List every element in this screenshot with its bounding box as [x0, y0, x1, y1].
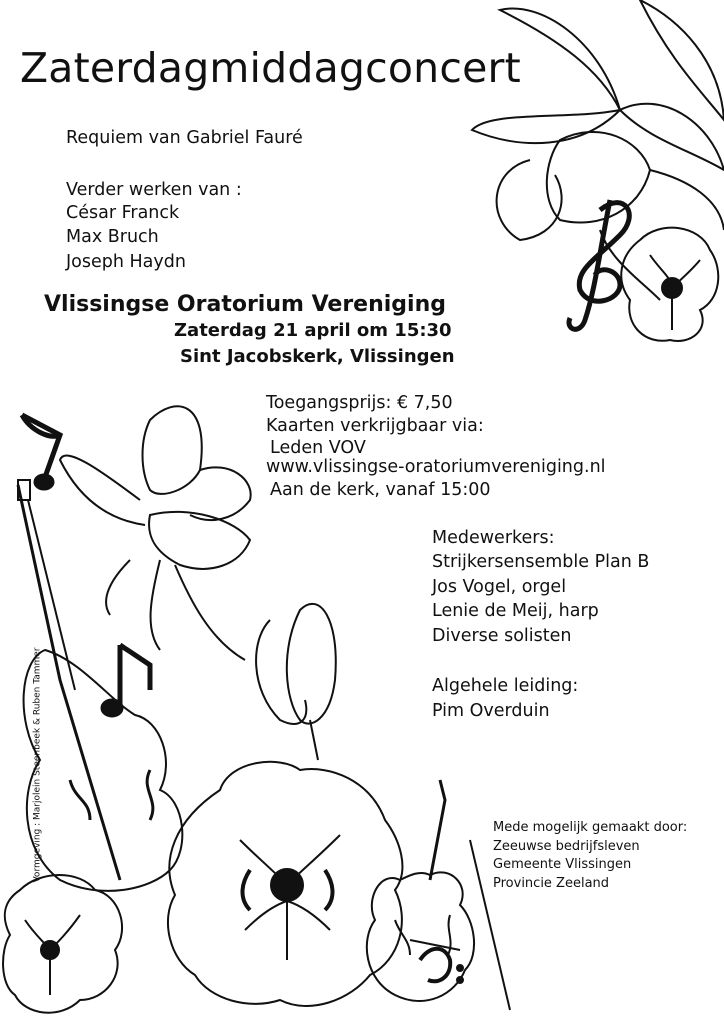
ticket-channel: Aan de kerk, vanaf 15:00	[270, 480, 491, 500]
concert-date: Zaterdag 21 april om 15:30	[174, 320, 452, 341]
pansy-top-right-icon	[621, 228, 718, 341]
ticket-price: Toegangsprijs: € 7,50	[266, 393, 453, 413]
sponsor-item: Gemeente Vlissingen	[493, 857, 632, 872]
pansy-bottom-left-icon	[3, 875, 122, 1013]
ticket-channel: Leden VOV	[270, 438, 366, 458]
performer-item: Lenie de Meij, harp	[432, 601, 599, 621]
cello-left-icon	[18, 480, 182, 891]
sponsors-heading: Mede mogelijk gemaakt door:	[493, 820, 688, 835]
ticket-website-link[interactable]: www.vlissingse-oratoriumvereniging.nl	[266, 457, 606, 477]
conductor-heading: Algehele leiding:	[432, 676, 579, 696]
music-note-center-icon	[103, 645, 150, 715]
composer-item: César Franck	[66, 203, 180, 223]
conductor-name: Pim Overduin	[432, 701, 550, 721]
concert-venue: Sint Jacobskerk, Vlissingen	[180, 346, 455, 367]
violin-bottom-right-icon	[367, 780, 510, 1010]
program-main: Requiem van Gabriel Fauré	[66, 128, 303, 148]
sponsor-item: Zeeuwse bedrijfsleven	[493, 839, 640, 854]
poster-title: Zaterdagmiddagconcert	[20, 44, 521, 92]
crocus-icon	[256, 604, 336, 760]
program-intro: Verder werken van :	[66, 180, 242, 200]
performer-item: Strijkersensemble Plan B	[432, 552, 650, 572]
sponsor-item: Provincie Zeeland	[493, 876, 610, 891]
performer-item: Jos Vogel, orgel	[432, 577, 567, 597]
performers-heading: Medewerkers:	[432, 528, 555, 548]
ticket-intro: Kaarten verkrijgbaar via:	[266, 416, 484, 436]
treble-clef-icon	[569, 200, 629, 329]
composer-item: Joseph Haydn	[66, 252, 186, 272]
music-note-left-icon	[22, 415, 60, 488]
pansy-bottom-center-icon	[168, 762, 402, 1006]
design-credit: Vormgeving : Marjolein Steenbeek & Ruben Tammer	[32, 647, 43, 883]
daffodil-center-icon	[60, 406, 251, 660]
performer-item: Diverse solisten	[432, 626, 572, 646]
organizer-name: Vlissingse Oratorium Vereniging	[44, 292, 447, 317]
composer-item: Max Bruch	[66, 227, 159, 247]
